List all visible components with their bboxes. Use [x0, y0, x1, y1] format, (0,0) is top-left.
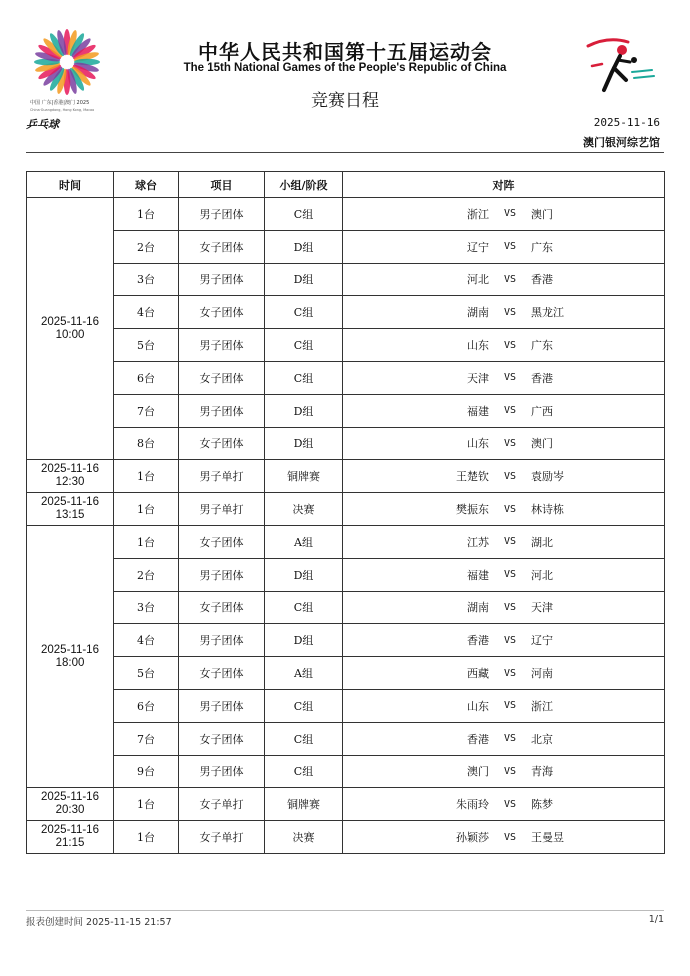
- team-b: 澳门: [531, 437, 553, 451]
- matchup: [343, 722, 665, 755]
- matchup: [343, 558, 665, 591]
- matchup: [343, 198, 665, 231]
- stage-name: D组: [265, 624, 343, 657]
- table-number: 4台: [114, 296, 179, 329]
- table-row: [27, 329, 665, 362]
- event-name: 男子团体: [179, 263, 265, 296]
- table-number: 1台: [114, 525, 179, 558]
- col-header-event: 项目: [179, 172, 265, 198]
- table-number: 9台: [114, 755, 179, 788]
- team-a: 山东: [467, 699, 489, 713]
- matchup: [343, 263, 665, 296]
- sport-name: 乒乓球: [26, 118, 59, 131]
- table-row: [27, 788, 665, 821]
- col-header-stage: 小组/阶段: [265, 172, 343, 198]
- matchup: [343, 230, 665, 263]
- header-date: 2025-11-16: [593, 116, 660, 129]
- team-a: 澳门: [467, 765, 489, 779]
- vs-label: VS: [503, 339, 517, 351]
- matchup-wrapper: [343, 501, 664, 517]
- matchup: [343, 755, 665, 788]
- stage-name: 铜牌赛: [265, 460, 343, 493]
- matchup-wrapper: [343, 206, 664, 222]
- matchup: [343, 525, 665, 558]
- stage-name: D组: [265, 394, 343, 427]
- event-name: 男子单打: [179, 493, 265, 526]
- matchup-wrapper: [343, 435, 664, 451]
- vs-label: VS: [503, 536, 517, 548]
- report-created-time: 报表创建时间 2025-11-15 21:57: [26, 917, 172, 928]
- team-a: 朱雨玲: [456, 798, 489, 812]
- event-name: 男子团体: [179, 755, 265, 788]
- table-row: [27, 460, 665, 493]
- matchup-wrapper: [343, 271, 664, 287]
- vs-label: VS: [503, 765, 517, 777]
- matchup: [343, 689, 665, 722]
- logo-caption: 中国 广东|香港|澳门 2025: [30, 100, 90, 106]
- vs-label: VS: [503, 273, 517, 285]
- vs-label: VS: [503, 372, 517, 384]
- team-a: 江苏: [467, 535, 489, 549]
- event-name: 男子团体: [179, 624, 265, 657]
- vs-label: VS: [503, 470, 517, 482]
- team-b: 河南: [531, 667, 553, 681]
- team-b: 北京: [531, 732, 553, 746]
- logo-caption-en: China·Guangdong, Hong Kong, Macao: [30, 108, 95, 112]
- table-number: 1台: [114, 198, 179, 231]
- team-b: 河北: [531, 568, 553, 582]
- page-subtitle-en: The 15th National Games of the People's Republic of China: [183, 62, 507, 74]
- team-b: 香港: [531, 371, 553, 385]
- footer-divider: [26, 910, 664, 911]
- table-row: [27, 755, 665, 788]
- team-b: 广西: [531, 404, 553, 418]
- team-a: 湖南: [467, 306, 489, 320]
- table-row: [27, 558, 665, 591]
- matchup: [343, 493, 665, 526]
- table-row: [27, 657, 665, 690]
- table-header-row: [27, 172, 665, 198]
- matchup-wrapper: [343, 370, 664, 386]
- col-header-matchup: 对阵: [343, 172, 665, 198]
- table-row: [27, 493, 665, 526]
- vs-label: VS: [503, 601, 517, 613]
- team-a: 香港: [467, 732, 489, 746]
- team-a: 辽宁: [467, 240, 489, 254]
- stage-name: D组: [265, 558, 343, 591]
- table-number: 2台: [114, 558, 179, 591]
- matchup: [343, 296, 665, 329]
- team-a: 王楚钦: [456, 470, 489, 484]
- team-a: 樊振东: [456, 503, 489, 517]
- team-a: 香港: [467, 634, 489, 648]
- team-b: 袁励岑: [531, 470, 564, 484]
- table-number: 1台: [114, 493, 179, 526]
- matchup: [343, 821, 665, 854]
- team-a: 福建: [467, 568, 489, 582]
- stage-name: A组: [265, 525, 343, 558]
- table-tennis-player-icon: [584, 36, 658, 98]
- vs-label: VS: [503, 241, 517, 253]
- table-row: [27, 263, 665, 296]
- team-b: 浙江: [531, 699, 553, 713]
- team-b: 天津: [531, 601, 553, 615]
- matchup: [343, 460, 665, 493]
- header-divider: [26, 152, 664, 153]
- team-b: 广东: [531, 240, 553, 254]
- stage-name: C组: [265, 722, 343, 755]
- matchup-wrapper: [343, 468, 664, 484]
- matchup: [343, 361, 665, 394]
- stage-name: C组: [265, 361, 343, 394]
- matchup-wrapper: [343, 763, 664, 779]
- event-name: 男子团体: [179, 198, 265, 231]
- team-a: 福建: [467, 404, 489, 418]
- table-number: 7台: [114, 722, 179, 755]
- session-time: 2025-11-16 13:15: [27, 493, 114, 526]
- vs-label: VS: [503, 208, 517, 220]
- session-time: 2025-11-16 18:00: [27, 525, 114, 787]
- event-name: 女子团体: [179, 722, 265, 755]
- table-number: 1台: [114, 788, 179, 821]
- stage-name: C组: [265, 329, 343, 362]
- table-row: [27, 624, 665, 657]
- vs-label: VS: [503, 437, 517, 449]
- event-name: 男子团体: [179, 329, 265, 362]
- event-name: 女子团体: [179, 427, 265, 460]
- team-a: 湖南: [467, 601, 489, 615]
- vs-label: VS: [503, 405, 517, 417]
- team-b: 澳门: [531, 207, 553, 221]
- team-b: 林诗栋: [531, 503, 564, 517]
- stage-name: C组: [265, 755, 343, 788]
- team-a: 山东: [467, 339, 489, 353]
- matchup: [343, 624, 665, 657]
- stage-name: 决赛: [265, 493, 343, 526]
- stage-name: C组: [265, 591, 343, 624]
- event-name: 女子单打: [179, 788, 265, 821]
- matchup-wrapper: [343, 567, 664, 583]
- table-number: 6台: [114, 689, 179, 722]
- matchup: [343, 657, 665, 690]
- matchup-wrapper: [343, 304, 664, 320]
- venue-name: 澳门银河综艺馆: [583, 136, 660, 149]
- event-name: 女子团体: [179, 657, 265, 690]
- table-row: [27, 361, 665, 394]
- event-name: 女子团体: [179, 525, 265, 558]
- team-b: 湖北: [531, 535, 553, 549]
- stage-name: D组: [265, 230, 343, 263]
- session-time: 2025-11-16 21:15: [27, 821, 114, 854]
- table-tennis-pictogram: [584, 36, 658, 98]
- col-header-time: 时间: [27, 172, 114, 198]
- session-time: 2025-11-16 10:00: [27, 198, 114, 460]
- matchup: [343, 394, 665, 427]
- vs-label: VS: [503, 503, 517, 515]
- stage-name: A组: [265, 657, 343, 690]
- stage-name: D组: [265, 263, 343, 296]
- team-b: 王曼昱: [531, 831, 564, 845]
- table-row: [27, 689, 665, 722]
- team-a: 西藏: [467, 667, 489, 681]
- page-title: 中华人民共和国第十五届运动会: [198, 40, 492, 64]
- table-number: 8台: [114, 427, 179, 460]
- event-name: 女子团体: [179, 591, 265, 624]
- vs-label: VS: [503, 634, 517, 646]
- team-b: 青海: [531, 765, 553, 779]
- table-row: [27, 230, 665, 263]
- session-time: 2025-11-16 12:30: [27, 460, 114, 493]
- matchup-wrapper: [343, 796, 664, 812]
- table-number: 7台: [114, 394, 179, 427]
- vs-label: VS: [503, 798, 517, 810]
- team-b: 黑龙江: [531, 306, 564, 320]
- event-name: 女子团体: [179, 230, 265, 263]
- table-row: [27, 394, 665, 427]
- matchup: [343, 427, 665, 460]
- team-b: 广东: [531, 339, 553, 353]
- schedule-title: 竞赛日程: [311, 91, 379, 111]
- matchup-wrapper: [343, 534, 664, 550]
- vs-label: VS: [503, 306, 517, 318]
- table-number: 1台: [114, 460, 179, 493]
- table-row: [27, 591, 665, 624]
- table-row: [27, 427, 665, 460]
- team-a: 浙江: [467, 207, 489, 221]
- matchup: [343, 788, 665, 821]
- matchup-wrapper: [343, 698, 664, 714]
- table-row: [27, 525, 665, 558]
- event-name: 男子单打: [179, 460, 265, 493]
- stage-name: 决赛: [265, 821, 343, 854]
- table-number: 4台: [114, 624, 179, 657]
- matchup: [343, 591, 665, 624]
- team-b: 香港: [531, 273, 553, 287]
- team-a: 天津: [467, 371, 489, 385]
- matchup-wrapper: [343, 665, 664, 681]
- table-number: 5台: [114, 657, 179, 690]
- table-row: [27, 722, 665, 755]
- event-name: 男子团体: [179, 394, 265, 427]
- matchup-wrapper: [343, 239, 664, 255]
- matchup-wrapper: [343, 403, 664, 419]
- team-a: 河北: [467, 273, 489, 287]
- team-b: 陈梦: [531, 798, 553, 812]
- team-b: 辽宁: [531, 634, 553, 648]
- vs-label: VS: [503, 733, 517, 745]
- event-name: 男子团体: [179, 689, 265, 722]
- vs-label: VS: [503, 700, 517, 712]
- matchup: [343, 329, 665, 362]
- stage-name: D组: [265, 427, 343, 460]
- page-number: 1/1: [648, 914, 664, 925]
- matchup-wrapper: [343, 599, 664, 615]
- table-number: 6台: [114, 361, 179, 394]
- table-number: 5台: [114, 329, 179, 362]
- stage-name: C组: [265, 689, 343, 722]
- matchup-wrapper: [343, 829, 664, 845]
- stage-name: C组: [265, 296, 343, 329]
- event-name: 女子团体: [179, 296, 265, 329]
- table-row: [27, 198, 665, 231]
- event-name: 男子团体: [179, 558, 265, 591]
- matchup-wrapper: [343, 337, 664, 353]
- table-number: 3台: [114, 591, 179, 624]
- table-row: [27, 821, 665, 854]
- col-header-table: 球台: [114, 172, 179, 198]
- stage-name: C组: [265, 198, 343, 231]
- session-time: 2025-11-16 20:30: [27, 788, 114, 821]
- vs-label: VS: [503, 831, 517, 843]
- matchup-wrapper: [343, 731, 664, 747]
- table-number: 1台: [114, 821, 179, 854]
- matchup-wrapper: [343, 632, 664, 648]
- table-row: [27, 296, 665, 329]
- table-number: 2台: [114, 230, 179, 263]
- table-number: 3台: [114, 263, 179, 296]
- team-a: 山东: [467, 437, 489, 451]
- vs-label: VS: [503, 667, 517, 679]
- team-a: 孙颖莎: [456, 831, 489, 845]
- event-name: 女子团体: [179, 361, 265, 394]
- stage-name: 铜牌赛: [265, 788, 343, 821]
- schedule-table: [26, 171, 665, 854]
- event-name: 女子单打: [179, 821, 265, 854]
- vs-label: VS: [503, 569, 517, 581]
